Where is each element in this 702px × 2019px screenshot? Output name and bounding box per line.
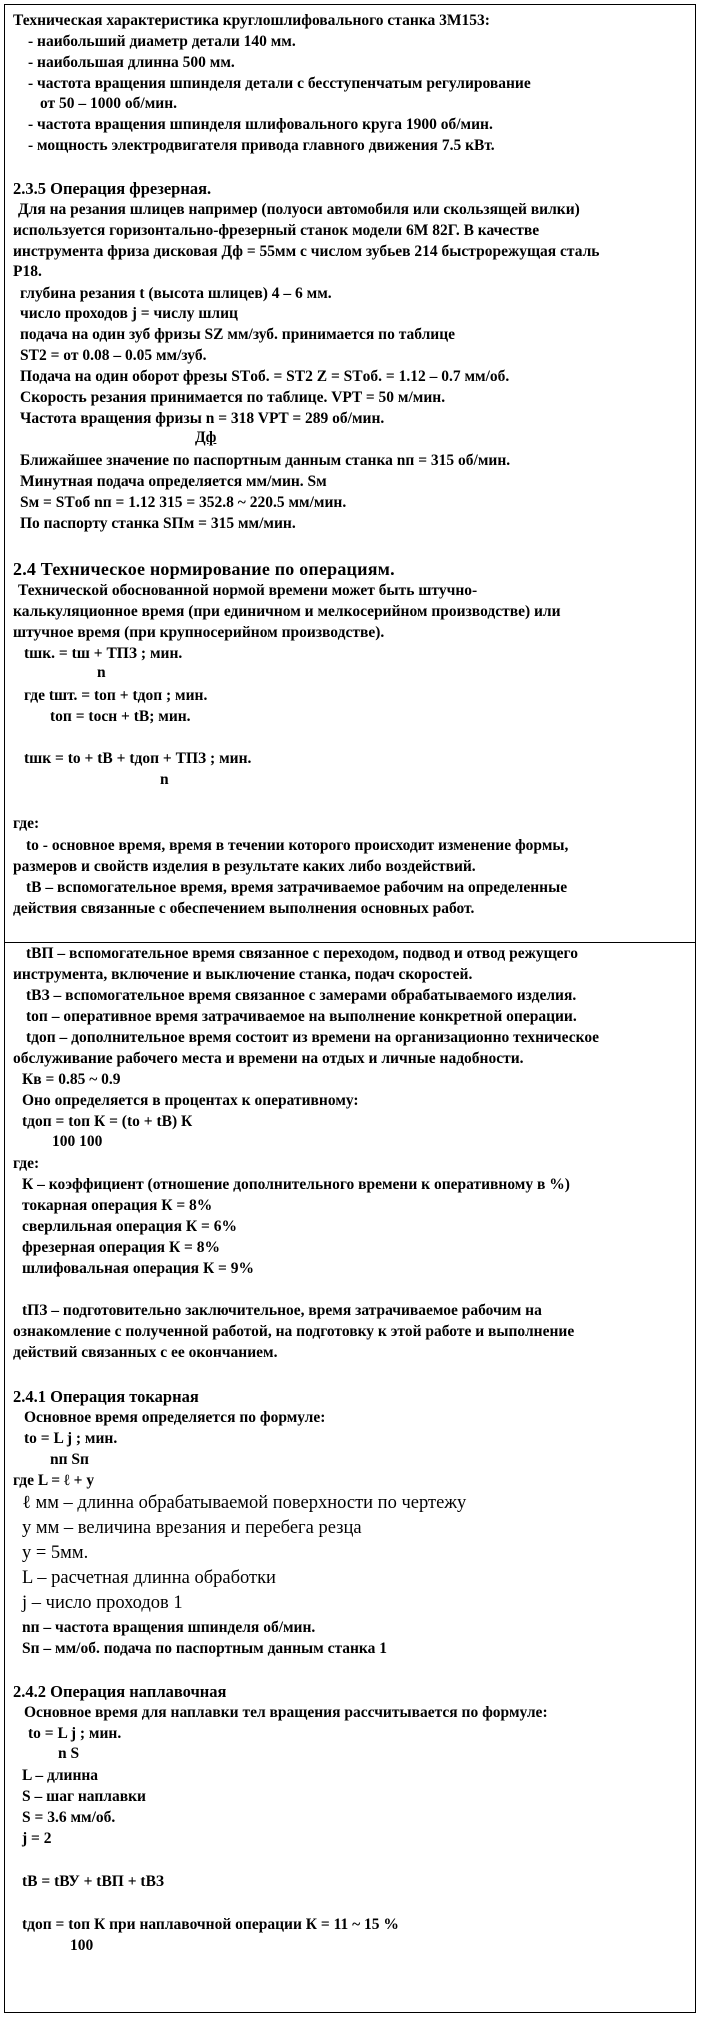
text-line: Основное время определяется по формуле: <box>24 1409 326 1426</box>
text-line: y = 5мм. <box>22 1543 89 1563</box>
text-line: n S <box>58 1745 80 1762</box>
text-line: L – длинна <box>22 1767 99 1784</box>
text-line: Оно определяется в процентах к оперативному: <box>22 1092 359 1109</box>
text-line: используется горизонтально-фрезерный станок модели 6М 82Г. В качестве <box>13 222 540 239</box>
text-line: Минутная подача определяется мм/мин. Sм <box>20 473 327 490</box>
text-line: tшк. = tш + TПЗ ; мин. <box>24 645 183 662</box>
text-line: tВП – вспомогательное время связанное с переходом, подвод и отвод режущего <box>26 945 578 962</box>
text-line: j = 2 <box>22 1830 52 1847</box>
text-line: nп – частота вращения шпинделя об/мин. <box>22 1619 316 1636</box>
text-line: 2.4.2 Операция наплавочная <box>13 1682 227 1701</box>
text-line: Подача на один оборот фрезы STоб. = ST2 Z = STоб. = 1.12 – 0.7 мм/об. <box>20 368 510 385</box>
text-line: К – коэффициент (отношение дополнительного времени к оперативному в %) <box>22 1176 570 1193</box>
text-line: обслуживание рабочего места и времени на отдых и личные надобности. <box>13 1050 524 1067</box>
text-line: Ближайшее значение по паспортным данным станка nп = 315 об/мин. <box>20 452 511 469</box>
text-line: 2.4.1 Операция токарная <box>13 1387 199 1406</box>
text-line: инструмента фриза дисковая Дф = 55мм с числом зубьев 214 быстрорежущая сталь <box>13 243 600 260</box>
text-line: 100 <box>70 1937 94 1954</box>
text-line: Скорость резания принимается по таблице. VPT = 50 м/мин. <box>20 389 446 406</box>
text-line: шлифовальная операция К = 9% <box>22 1260 255 1277</box>
text-line: L – расчетная длинна обработки <box>22 1568 276 1588</box>
text-line: калькуляционное время (при единичном и мелкосерийном производстве) или <box>13 603 561 620</box>
text-line: действия связанные с обеспечением выполнения основных работ. <box>13 900 475 917</box>
text-line: tо - основное время, время в течении которого происходит изменение формы, <box>26 837 569 854</box>
text-line: где: <box>13 815 40 832</box>
text-line: tшк = tо + tВ + tдоп + TПЗ ; мин. <box>24 750 252 767</box>
text-line: По паспорту станка SПм = 315 мм/мин. <box>20 515 296 532</box>
text-line: Кв = 0.85 ~ 0.9 <box>22 1071 121 1088</box>
text-line: Р18. <box>13 263 42 280</box>
text-line: n <box>160 771 169 788</box>
text-line: Sм = STоб nп = 1.12 315 = 352.8 ~ 220.5 мм/мин. <box>20 494 347 511</box>
text-line: Техническая характеристика круглошлифовального станка 3М153: <box>13 12 490 29</box>
text-line: nп Sп <box>50 1451 89 1468</box>
text-line: подача на один зуб фризы SZ мм/зуб. принимается по таблице <box>20 326 456 343</box>
text-line: - частота вращения шпинделя детали с бесступенчатым регулирование <box>28 75 531 92</box>
text-line: S – шаг наплавки <box>22 1788 146 1805</box>
text-line: ознакомление с полученной работой, на подготовку к этой работе и выполнение <box>13 1323 575 1340</box>
text-line: Основное время для наплавки тел вращения рассчитывается по формуле: <box>24 1704 548 1721</box>
text-line: глубина резания t (высота шлицев) 4 – 6 мм. <box>20 285 332 302</box>
text-line: j – число проходов 1 <box>22 1593 183 1613</box>
text-line: от 50 – 1000 об/мин. <box>40 95 178 112</box>
text-line: токарная операция К = 8% <box>22 1197 213 1214</box>
text-line: 100 100 <box>52 1133 103 1150</box>
text-line: число проходов j = числу шлиц <box>20 305 238 322</box>
text-line: tВ – вспомогательное время, время затрачиваемое рабочим на определенные <box>26 879 568 896</box>
text-line: - частота вращения шпинделя шлифовального круга 1900 об/мин. <box>28 116 493 133</box>
text-line: Частота вращения фризы n = 318 VPT = 289 об/мин. <box>20 410 385 427</box>
text-line: 2.3.5 Операция фрезерная. <box>13 179 212 198</box>
text-line: Для на резания шлицев например (полуоси автомобиля или скользящей вилки) <box>18 201 580 218</box>
text-line: действий связанных с ее окончанием. <box>13 1344 278 1361</box>
text-line: штучное время (при крупносерийном производстве). <box>13 624 385 641</box>
text-line: сверлильная операция К = 6% <box>22 1218 237 1235</box>
text-line: фрезерная операция К = 8% <box>22 1239 221 1256</box>
text-line: tо = L j ; мин. <box>28 1725 122 1742</box>
text-line: tдоп = tоп К = (tо + tВ) К <box>22 1113 193 1130</box>
text-line: Sп – мм/об. подача по паспортным данным станка 1 <box>22 1640 388 1657</box>
text-line: инструмента, включение и выключение станка, подач скоростей. <box>13 966 473 983</box>
text-line: ℓ мм – длинна обрабатываемой поверхности по чертежу <box>22 1493 467 1513</box>
text-line: tо = L j ; мин. <box>24 1430 118 1447</box>
text-line: Дф <box>195 429 217 446</box>
text-line: tоп – оперативное время затрачиваемое на выполнение конкретной операции. <box>26 1008 577 1025</box>
text-line: tоп = tосн + tВ; мин. <box>50 708 191 725</box>
text-line: 2.4 Техническое нормирование по операциям. <box>13 559 395 579</box>
text-line: S = 3.6 мм/об. <box>22 1809 116 1826</box>
text-line: - наибольший диаметр детали 140 мм. <box>28 33 296 50</box>
text-line: где L = ℓ + y <box>13 1472 95 1489</box>
text-line: ST2 = от 0.08 – 0.05 мм/зуб. <box>20 347 207 364</box>
text-line: - мощность электродвигателя привода главного движения 7.5 кВт. <box>28 137 495 154</box>
text-line: - наибольшая длинна 500 мм. <box>28 54 235 71</box>
text-line: tдоп = tоп К при наплавочной операции К = 11 ~ 15 % <box>22 1916 399 1933</box>
text-line: tВЗ – вспомогательное время связанное с замерами обрабатываемого изделия. <box>26 987 577 1004</box>
text-line: y мм – величина врезания и перебега резца <box>22 1518 362 1538</box>
text-line: размеров и свойств изделия в результате каких либо воздействий. <box>13 858 476 875</box>
text-line: n <box>97 664 106 681</box>
text-line: tдоп – дополнительное время состоит из времени на организационно техническое <box>26 1029 599 1046</box>
text-line: Технической обоснованной нормой времени может быть штучно- <box>18 582 478 599</box>
text-line: tПЗ – подготовительно заключительное, время затрачиваемое рабочим на <box>22 1302 542 1319</box>
page-divider <box>4 942 696 943</box>
text-line: где tшт. = tоп + tдоп ; мин. <box>24 687 208 704</box>
text-line: tВ = tВУ + tВП + tВЗ <box>22 1873 165 1890</box>
text-line: где: <box>13 1155 40 1172</box>
